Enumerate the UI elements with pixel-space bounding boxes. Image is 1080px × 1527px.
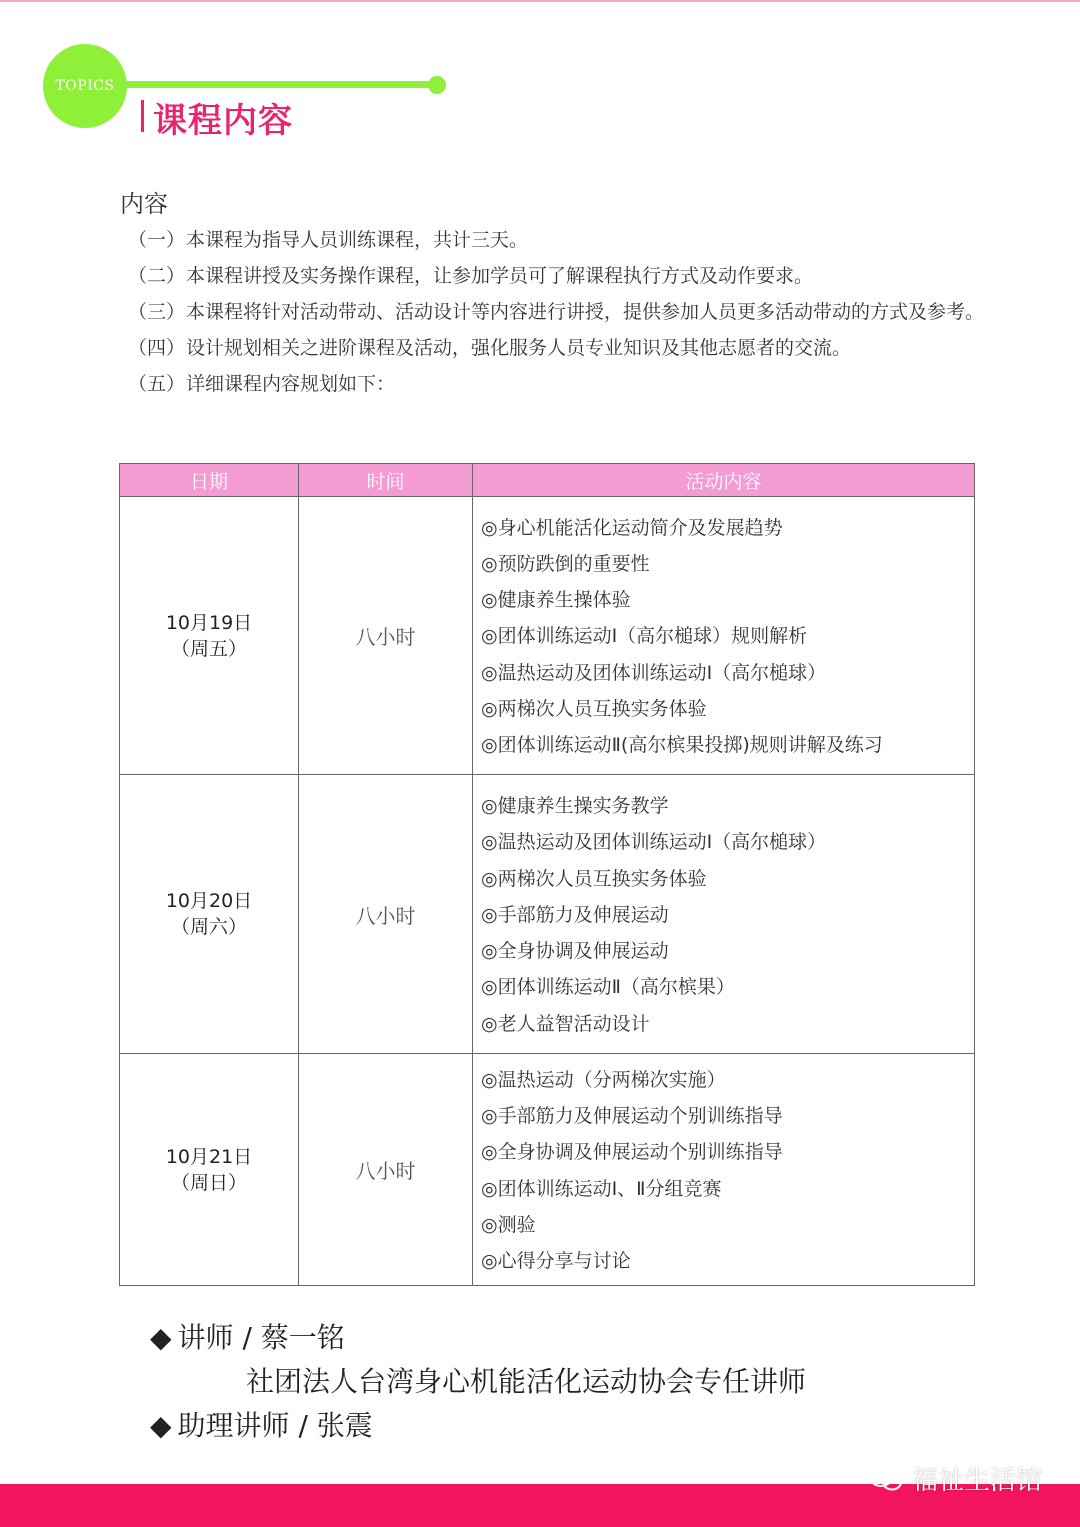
assistant-name: 助理讲师 / 张震: [177, 1409, 373, 1442]
assistant-line: [150, 1404, 373, 1444]
page-title: 课程内容: [153, 101, 293, 141]
activity-item: ◎手部筋力及伸展运动个别训练指导: [481, 1105, 783, 1128]
lecturer-line: [150, 1316, 345, 1356]
activity-item: ◎团体训练运动Ⅰ、Ⅱ分组竞赛: [481, 1177, 722, 1200]
table-header-row: [120, 464, 975, 497]
intro-item-number: （一）: [128, 229, 186, 251]
footer-watermark: [868, 1460, 1042, 1497]
activity-item: ◎温热运动及团体训练运动Ⅰ（高尔槌球）: [481, 661, 827, 684]
activity-item: ◎身心机能活化运动简介及发展趋势: [481, 516, 783, 539]
intro-item-text: 本课程将针对活动带动、活动设计等内容进行讲授，提供参加人员更多活动带动的方式及参考。: [186, 301, 985, 323]
intro-item-number: （四）: [128, 337, 186, 359]
top-border-line: [0, 0, 1080, 2]
date-text: 10月20日: [165, 890, 253, 912]
time-cell: 八小时: [299, 1054, 473, 1286]
activities-cell: [473, 775, 975, 1054]
diamond-bullet-icon: ◆: [150, 1409, 172, 1442]
intro-item: [128, 330, 988, 366]
activity-item: ◎健康养生操体验: [481, 589, 631, 612]
header-activities: 活动内容: [473, 464, 975, 497]
date-cell: [120, 497, 299, 775]
title-bar-decoration: [141, 100, 144, 132]
activity-item: ◎全身协调及伸展运动: [481, 940, 669, 963]
date-text: 10月21日: [165, 1145, 253, 1168]
lecturer-title: 社团法人台湾身心机能活化运动协会专任讲师: [246, 1365, 807, 1398]
intro-list: [128, 222, 988, 402]
time-cell: 八小时: [299, 775, 473, 1054]
intro-item: [128, 222, 988, 258]
intro-item: [128, 258, 988, 294]
activities-cell: [473, 497, 975, 775]
time-cell: 八小时: [299, 497, 473, 775]
activity-item: ◎温热运动及团体训练运动Ⅰ（高尔槌球）: [481, 831, 827, 854]
activity-item: ◎手部筋力及伸展运动: [481, 903, 669, 926]
intro-item: [128, 294, 988, 330]
table-row: [120, 775, 975, 1054]
weekday-text: （周日）: [170, 1171, 247, 1194]
intro-item-number: （五）: [128, 373, 186, 395]
intro-item-text: 本课程为指导人员训练课程，共计三天。: [186, 229, 529, 251]
activity-item: ◎老人益智活动设计: [481, 1012, 650, 1035]
date-cell: [120, 1054, 299, 1286]
date-cell: [120, 775, 299, 1054]
intro-item: [128, 366, 988, 402]
intro-item-number: （三）: [128, 301, 186, 323]
activities-cell: [473, 1054, 975, 1286]
topics-line-decoration: [120, 81, 438, 88]
activity-item: ◎健康养生操实务教学: [481, 795, 669, 818]
intro-heading: 内容: [120, 190, 168, 218]
schedule-table: [119, 463, 975, 1286]
weekday-text: （周五）: [170, 637, 247, 660]
intro-item-number: （二）: [128, 265, 186, 287]
table-row: [120, 497, 975, 775]
header-date: 日期: [120, 464, 299, 497]
activity-item: ◎测验: [481, 1213, 536, 1236]
lecturer-name: 讲师 / 蔡一铭: [177, 1321, 345, 1354]
wechat-icon: [868, 1466, 904, 1492]
activity-item: ◎温热运动（分两梯次实施）: [481, 1068, 726, 1091]
intro-item-text: 本课程讲授及实务操作课程，让参加学员可了解课程执行方式及动作要求。: [186, 265, 814, 287]
date-text: 10月19日: [165, 611, 253, 634]
topics-dot-decoration: [428, 76, 446, 94]
activity-item: ◎全身协调及伸展运动个别训练指导: [481, 1141, 783, 1164]
header-time: 时间: [299, 464, 473, 497]
activity-item: ◎预防跌倒的重要性: [481, 552, 650, 575]
weekday-text: （周六）: [170, 916, 247, 938]
intro-item-text: 详细课程内容规划如下：: [186, 373, 396, 395]
activity-item: ◎团体训练运动Ⅱ(高尔槟果投掷)规则讲解及练习: [481, 734, 883, 756]
diamond-bullet-icon: ◆: [150, 1321, 172, 1354]
activity-item: ◎两梯次人员互换实务体验: [481, 697, 707, 720]
topics-badge: TOPICS: [43, 44, 127, 128]
activity-item: ◎团体训练运动Ⅰ（高尔槌球）规则解析: [481, 625, 808, 648]
table-row: [120, 1054, 975, 1286]
activity-item: ◎心得分享与讨论: [481, 1249, 631, 1272]
activity-item: ◎团体训练运动Ⅱ（高尔槟果）: [481, 976, 735, 999]
intro-item-text: 设计规划相关之进阶课程及活动，强化服务人员专业知识及其他志愿者的交流。: [186, 337, 852, 359]
activity-item: ◎两梯次人员互换实务体验: [481, 867, 707, 890]
footer-brand-name: 福祉生活馆: [911, 1466, 1042, 1496]
